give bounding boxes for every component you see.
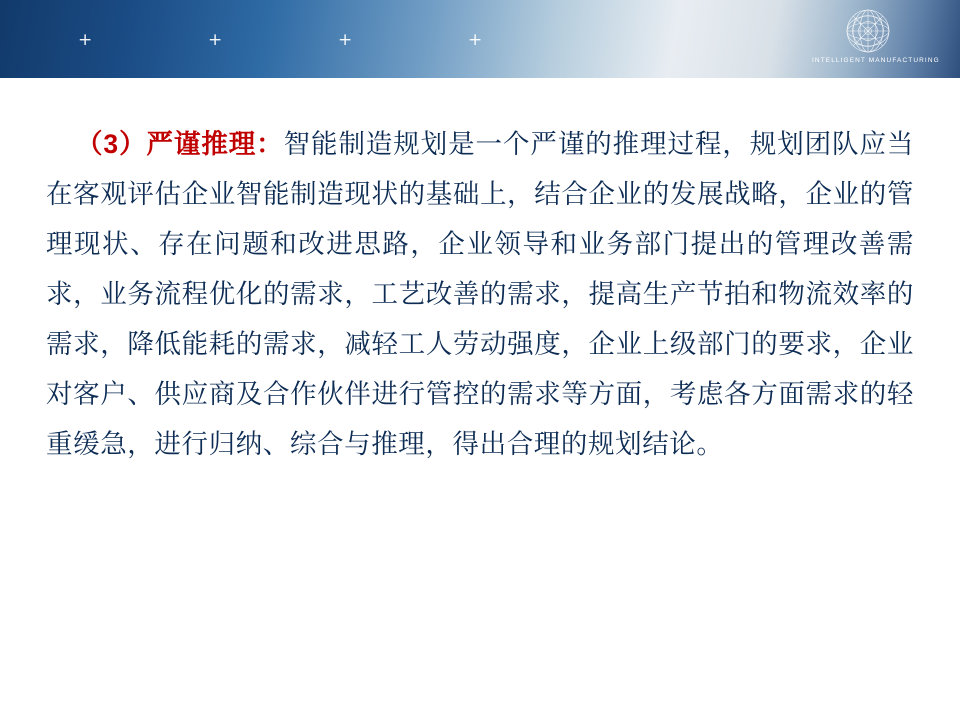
brand-logo-label: INTELLIGENT MANUFACTURING <box>812 57 940 64</box>
header-plus-decorations <box>0 0 560 78</box>
paragraph-text: 智能制造规划是一个严谨的推理过程，规划团队应当在客观评估企业智能制造现状的基础上，结合企业的发展战略，企业的管理现状、存在问题和改进思路，企业领导和业务部门提出的管理改善需求，业务流程优化的需求，工艺改善的需求，提高生产节拍和物流效率的需求，降低能耗的需求，减轻工人劳动强度，企业上级部门的要求，企业对客户、供应商及合作伙伴进行管控的需求等方面，考虑各方面需求的轻重缓急，进行归纳、综合与推理，得出合理的规划结论。 <box>46 128 914 459</box>
plus-icon: + <box>78 30 93 50</box>
plus-icon: + <box>208 30 223 50</box>
paragraph-emphasis: （3）严谨推理： <box>76 128 284 159</box>
slide-body <box>46 92 914 495</box>
slide-header-band <box>0 0 960 78</box>
brand-logo <box>812 6 940 74</box>
plus-icon: + <box>468 30 483 50</box>
body-paragraph <box>46 119 914 469</box>
globe-grid-icon <box>843 6 893 56</box>
plus-icon: + <box>338 30 353 50</box>
